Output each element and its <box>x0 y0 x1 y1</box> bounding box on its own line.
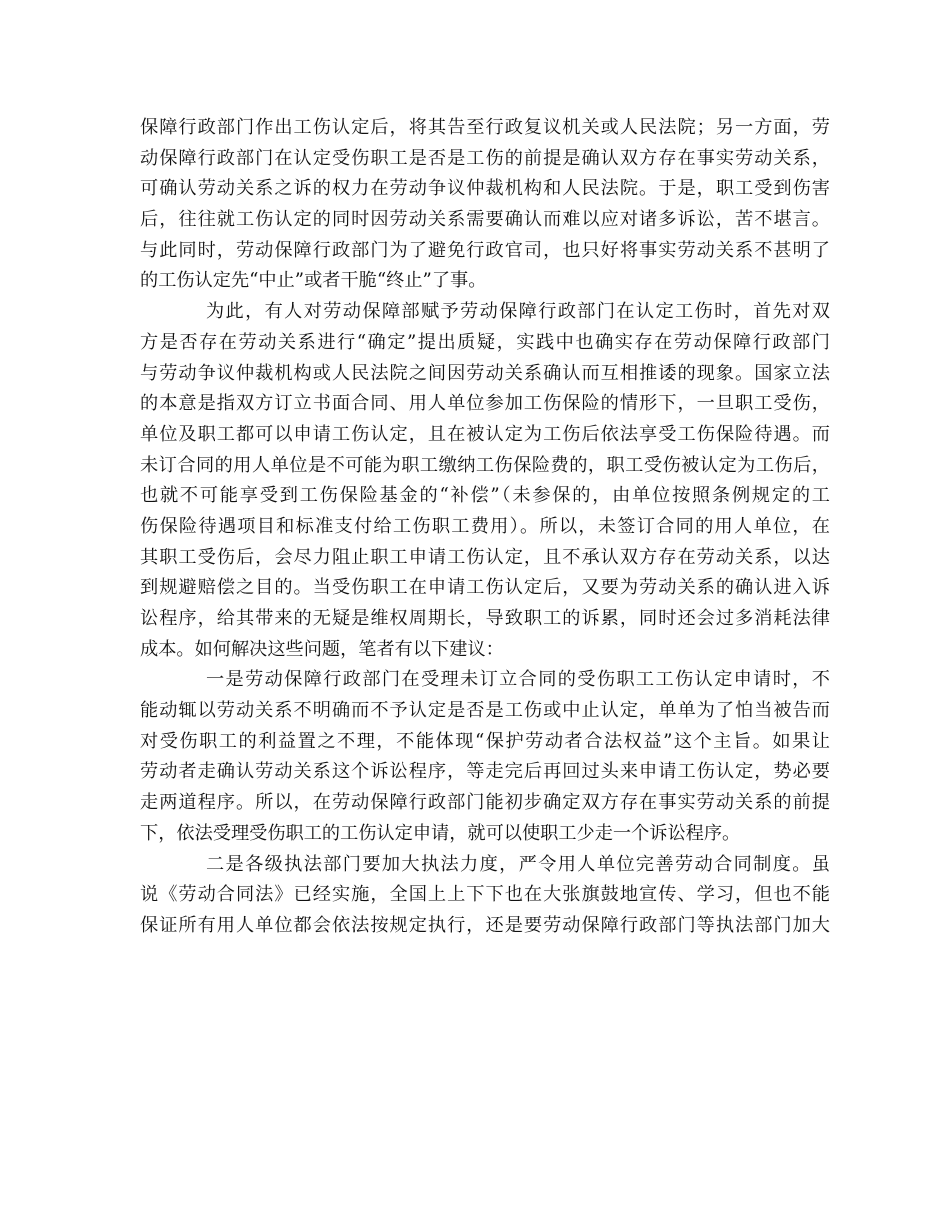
text-line: 保证所有用人单位都会依法按规定执行，还是要劳动保障行政部门等执法部门加大 <box>140 914 830 936</box>
text-line: 方是否存在劳动关系进行“确定”提出质疑，实践中也确实存在劳动保障行政部门 <box>140 331 830 353</box>
text-line: 成本。如何解决这些问题，笔者有以下建议： <box>140 638 504 660</box>
text-line: 与此同时，劳动保障行政部门为了避免行政官司，也只好将事实劳动关系不甚明了 <box>140 239 830 261</box>
text-line: 与劳动争议仲裁机构或人民法院之间因劳动关系确认而互相推诿的现象。国家立法 <box>140 362 830 384</box>
text-line: 保障行政部门作出工伤认定后，将其告至行政复议机关或人民法院；另一方面，劳 <box>140 117 830 138</box>
text-line: 能动辄以劳动关系不明确而不予认定是否是工伤或中止认定，单单为了怕当被告而 <box>140 700 830 722</box>
text-line: 的本意是指双方订立书面合同、用人单位参加工伤保险的情形下，一旦职工受伤， <box>140 393 830 415</box>
text-line: 走两道程序。所以，在劳动保障行政部门能初步确定双方存在事实劳动关系的前提 <box>140 792 830 814</box>
text-line: 下，依法受理受伤职工的工伤认定申请，就可以使职工少走一个诉讼程序。 <box>140 822 741 844</box>
text-line: 说《劳动合同法》已经实施，全国上上下下也在大张旗鼓地宣传、学习，但也不能 <box>140 884 830 906</box>
text-line: 对受伤职工的利益置之不理，不能体现“保护劳动者合法权益”这个主旨。如果让 <box>140 730 830 752</box>
text-line: 到规避赔偿之目的。当受伤职工在申请工伤认定后，又要为劳动关系的确认进入诉 <box>140 577 830 599</box>
text-line: 其职工受伤后，会尽力阻止职工申请工伤认定，且不承认双方存在劳动关系，以达 <box>140 546 830 568</box>
document-body <box>140 113 830 942</box>
text-line: 讼程序，给其带来的无疑是维权周期长，导致职工的诉累，同时还会过多消耗法律 <box>140 608 830 629</box>
paragraph-first-line: 为此，有人对劳动保障部赋予劳动保障行政部门在认定工伤时，首先对双 <box>206 301 830 323</box>
paragraph-first-line: 二是各级执法部门要加大执法力度，严令用人单位完善劳动合同制度。虽 <box>206 853 830 875</box>
text-line: 劳动者走确认劳动关系这个诉讼程序，等走完后再回过头来申请工伤认定，势必要 <box>140 761 830 783</box>
text-line: 未订合同的用人单位是不可能为职工缴纳工伤保险费的，职工受伤被认定为工伤后， <box>140 454 830 476</box>
text-line: 的工伤认定先“中止”或者干脆“终止”了事。 <box>140 270 487 292</box>
text-line: 动保障行政部门在认定受伤职工是否是工伤的前提是确认双方存在事实劳动关系， <box>140 147 830 169</box>
text-line: 伤保险待遇项目和标准支付给工伤职工费用）。所以，未签订合同的用人单位，在 <box>140 515 830 537</box>
text-line: 后，往往就工伤认定的同时因劳动关系需要确认而难以应对诸多诉讼，苦不堪言。 <box>140 209 830 231</box>
text-line: 可确认劳动关系之诉的权力在劳动争议仲裁机构和人民法院。于是，职工受到伤害 <box>140 178 830 200</box>
text-line: 单位及职工都可以申请工伤认定，且在被认定为工伤后依法享受工伤保险待遇。而 <box>140 423 830 445</box>
text-line: 也就不可能享受到工伤保险基金的“补偿”（未参保的，由单位按照条例规定的工 <box>140 485 830 507</box>
paragraph-first-line: 一是劳动保障行政部门在受理未订立合同的受伤职工工伤认定申请时，不 <box>206 669 830 691</box>
